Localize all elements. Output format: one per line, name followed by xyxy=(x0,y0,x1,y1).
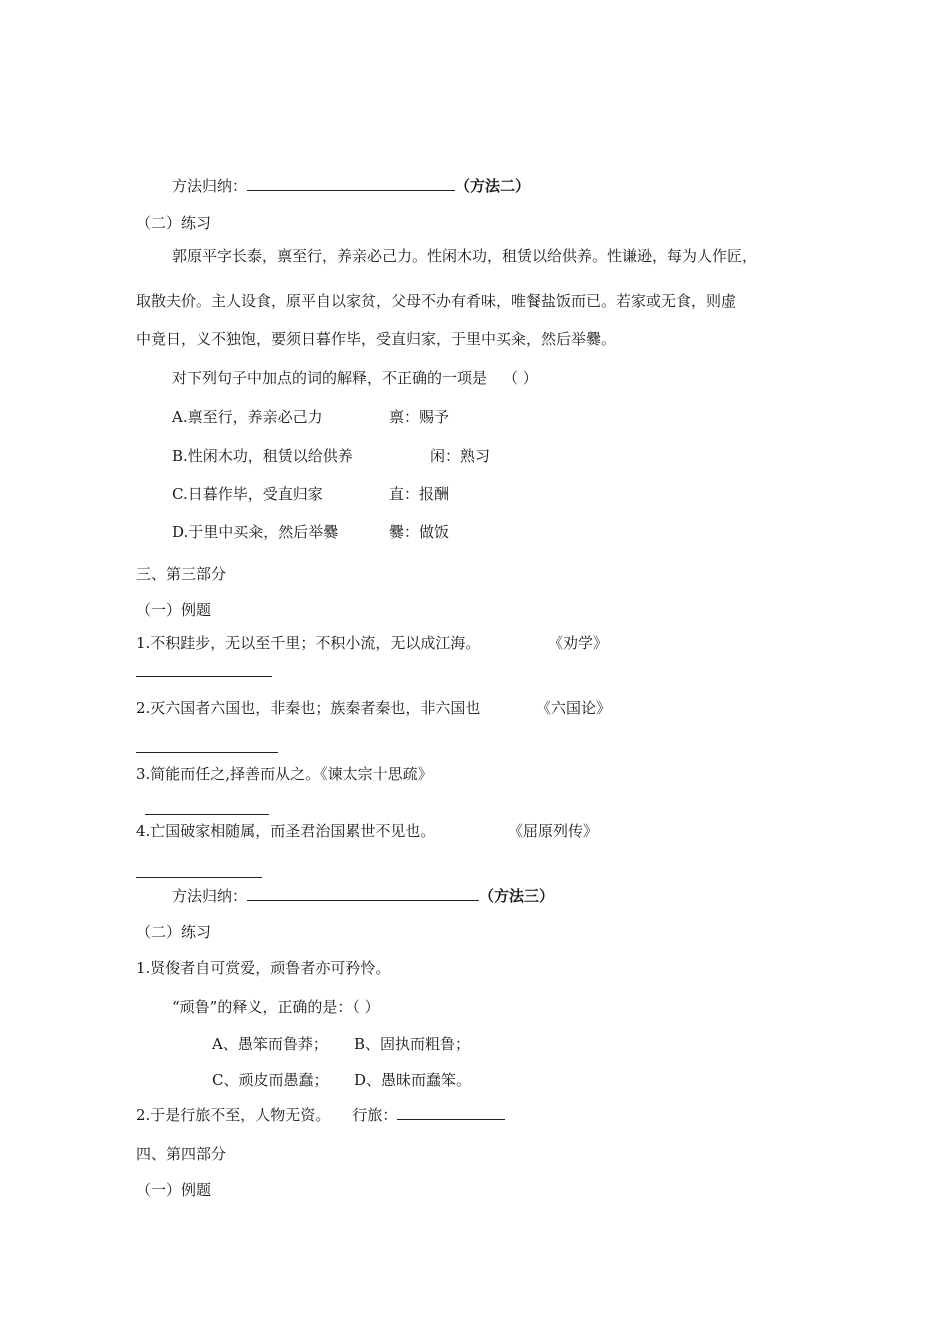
example-3: 3.简能而任之,择善而从之。《谏太宗十思疏》 xyxy=(136,765,433,783)
passage-line-1: 郭原平字长泰，禀至行，养亲必己力。性闲木功，租赁以给供养。性谦逊，每为人作匠， xyxy=(172,247,758,265)
method-summary-3: 方法归纳： （方法三） xyxy=(172,887,555,905)
option-c: C.日暮作毕，受直归家 xyxy=(172,485,323,503)
practice-1-option-a: A、愚笨而鲁莽； xyxy=(212,1035,328,1053)
example-2-source: 《六国论》 xyxy=(536,699,612,717)
answer-line-2[interactable] xyxy=(136,752,278,753)
option-a: A.禀至行，养亲必己力 xyxy=(172,408,323,426)
option-b: B.性闲木功，租赁以给供养 xyxy=(172,447,353,465)
option-d-gloss: 爨：做饭 xyxy=(389,523,450,541)
method-summary-2: 方法归纳： （方法二） xyxy=(172,177,531,195)
section-4-heading: 四、第四部分 xyxy=(136,1145,227,1163)
option-b-gloss: 闲：熟习 xyxy=(430,447,491,465)
answer-blank[interactable] xyxy=(247,886,479,901)
answer-line-1[interactable] xyxy=(136,676,272,677)
practice-1-question: “顽鲁”的释义，正确的是：（ ） xyxy=(172,998,380,1016)
example-2: 2.灭六国者六国也，非秦也；族秦者秦也，非六国也 xyxy=(136,699,481,717)
example-heading-4: （一）例题 xyxy=(136,1181,212,1199)
example-heading: （一）例题 xyxy=(136,601,212,619)
practice-1: 1.贤俊者自可赏爱，顽鲁者亦可矜怜。 xyxy=(136,959,391,977)
option-d: D.于里中买籴，然后举爨 xyxy=(172,523,339,541)
practice-1-option-c: C、顽皮而愚蠢； xyxy=(212,1071,329,1089)
practice-heading: （二）练习 xyxy=(136,214,212,232)
practice-1-option-b: B、固执而粗鲁； xyxy=(354,1035,471,1053)
answer-blank[interactable] xyxy=(397,1105,505,1120)
section-3-heading: 三、第三部分 xyxy=(136,565,227,583)
practice-heading-3: （二）练习 xyxy=(136,923,212,941)
option-c-gloss: 直：报酬 xyxy=(389,485,450,503)
answer-blank[interactable] xyxy=(247,176,455,191)
practice-1-option-d: D、愚昧而蠢笨。 xyxy=(354,1071,472,1089)
example-1-source: 《劝学》 xyxy=(548,634,609,652)
practice-2: 2.于是行旅不至，人物无资。 行旅： xyxy=(136,1105,505,1125)
example-1: 1.不积跬步，无以至千里；不积小流，无以成江海。 xyxy=(136,634,481,652)
option-a-gloss: 禀：赐予 xyxy=(389,408,450,426)
question: 对下列句子中加点的词的解释，不正确的一项是 （ ） xyxy=(172,369,538,387)
example-4: 4.亡国破家相随属，而圣君治国累世不见也。 xyxy=(136,822,436,840)
example-4-source: 《屈原列传》 xyxy=(508,822,599,840)
passage-line-3: 中竟日，义不独饱，要须日暮作毕，受直归家，于里中买籴，然后举爨。 xyxy=(136,330,617,348)
answer-line-3[interactable] xyxy=(145,814,269,815)
passage-line-2: 取散夫价。主人设食，原平自以家贫，父母不办有肴味，唯餐盐饭而已。若家或无食，则虚 xyxy=(136,292,737,310)
answer-line-4[interactable] xyxy=(136,877,262,878)
